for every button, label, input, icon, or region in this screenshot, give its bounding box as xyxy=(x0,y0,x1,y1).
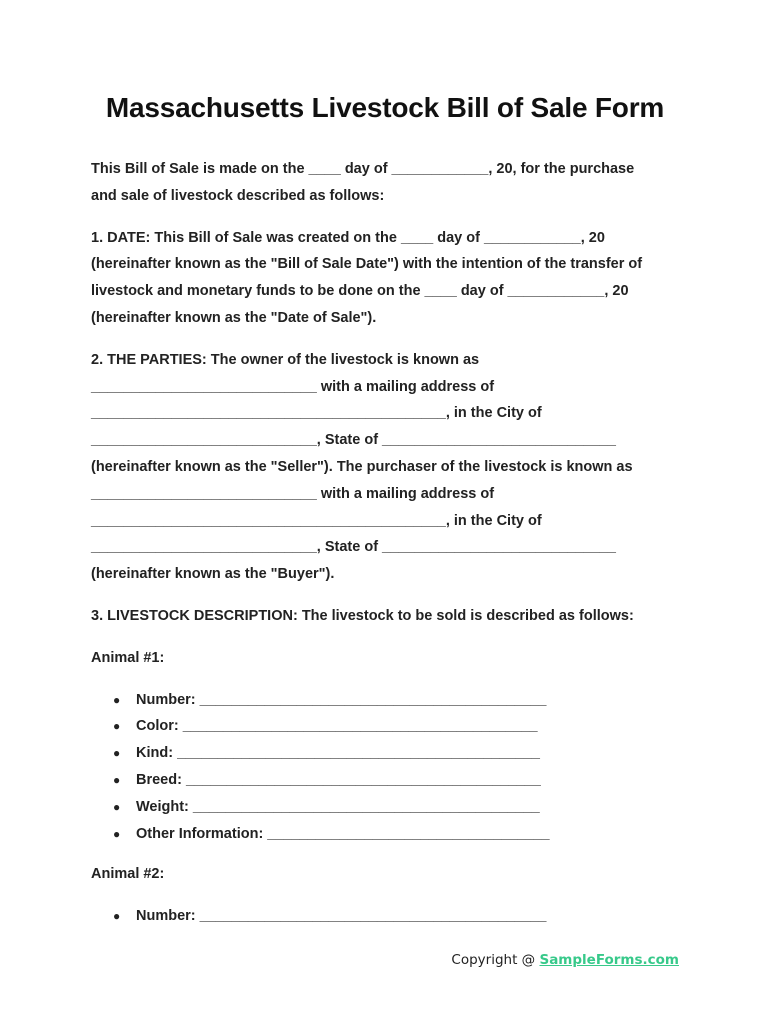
section-date-line: (hereinafter known as the "Date of Sale"). xyxy=(91,309,377,326)
animal-1-field-number xyxy=(91,687,691,714)
animal-1-fields xyxy=(91,687,691,848)
animal-1-field-other-information xyxy=(91,821,691,848)
section-parties-line: ____________________________________________, in the City of xyxy=(91,512,542,529)
animal-1-field-kind xyxy=(91,740,691,767)
copyright-footer xyxy=(451,952,679,968)
section-parties-line: ____________________________, State of _____________________________ xyxy=(91,539,616,556)
field-text: Weight: ___________________________________________ xyxy=(136,798,540,815)
bullet-icon: ● xyxy=(113,909,121,924)
document-title: Massachusetts Livestock Bill of Sale Form xyxy=(105,92,665,123)
section-date-line: livestock and monetary funds to be done on the ____ day of ____________, 20 xyxy=(91,283,629,300)
field-text: Kind: _____________________________________________ xyxy=(136,745,540,762)
animal-1-field-weight xyxy=(91,794,691,821)
bullet-icon: ● xyxy=(113,826,121,841)
bullet-icon: ● xyxy=(113,692,121,707)
section-parties-line: ____________________________________________, in the City of xyxy=(91,405,542,422)
section-parties-line: (hereinafter known as the "Buyer"). xyxy=(91,566,335,583)
bullet-icon: ● xyxy=(113,746,121,761)
field-text: Number: ___________________________________________ xyxy=(136,908,547,925)
sampleforms-link[interactable]: SampleForms.com xyxy=(539,952,679,968)
bullet-icon: ● xyxy=(113,799,121,814)
section-parties-line: ____________________________ with a mailing address of xyxy=(91,485,495,502)
section-parties xyxy=(91,347,691,588)
section-parties-line: 2. THE PARTIES: The owner of the livestock is known as xyxy=(91,351,480,368)
intro-line: This Bill of Sale is made on the ____ day of ____________, 20, for the purchase xyxy=(91,161,635,177)
animal-2-fields xyxy=(91,903,691,930)
intro-paragraph xyxy=(91,156,691,210)
bullet-icon: ● xyxy=(113,719,121,734)
animal-1-field-breed xyxy=(91,767,691,794)
copyright-label: Copyright @ xyxy=(451,952,540,968)
field-text: Breed: ____________________________________________ xyxy=(136,771,541,788)
animal-1-heading: Animal #1: xyxy=(91,649,165,666)
field-text: Number: ___________________________________________ xyxy=(136,691,547,708)
bullet-icon: ● xyxy=(113,772,121,787)
document-body xyxy=(91,156,691,944)
animal-2-field-number xyxy=(91,903,691,930)
section-date xyxy=(91,225,691,332)
field-text: Color: ____________________________________________ xyxy=(136,718,538,735)
section-livestock-heading: 3. LIVESTOCK DESCRIPTION: The livestock to be sold is described as follows: xyxy=(91,607,634,624)
animal-1-field-color xyxy=(91,713,691,740)
section-parties-line: (hereinafter known as the "Seller"). The purchaser of the livestock is known as xyxy=(91,458,633,475)
field-text: Other Information: ___________________________________ xyxy=(136,825,550,842)
section-parties-line: ____________________________ with a mailing address of xyxy=(91,378,495,395)
section-parties-line: ____________________________, State of _____________________________ xyxy=(91,432,616,449)
animal-2-heading: Animal #2: xyxy=(91,866,165,883)
section-date-line: (hereinafter known as the "Bill of Sale Date") with the intention of the transfer of xyxy=(91,256,643,273)
section-date-line: 1. DATE: This Bill of Sale was created on the ____ day of ____________, 20 xyxy=(91,229,605,246)
intro-line: and sale of livestock described as follows: xyxy=(91,187,385,204)
